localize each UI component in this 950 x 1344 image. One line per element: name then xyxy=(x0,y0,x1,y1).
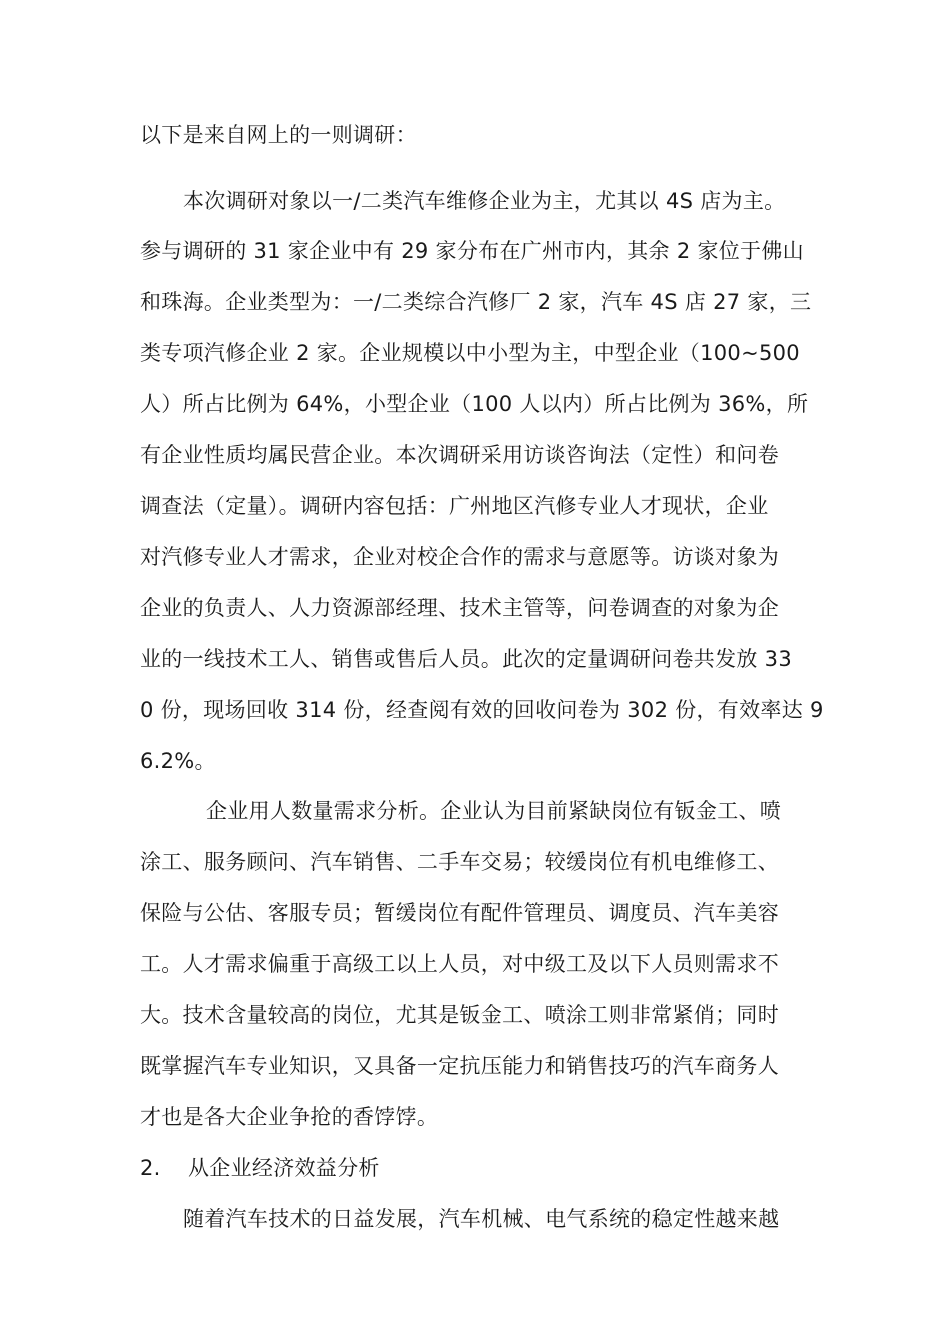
paragraph-line: 6.2%。 xyxy=(140,749,216,773)
section-heading xyxy=(140,1153,380,1183)
paragraph-line: 工。人才需求偏重于高级工以上人员，对中级工及以下人员则需求不 xyxy=(140,952,779,976)
paragraph-line: 企业的负责人、人力资源部经理、技术主管等，问卷调查的对象为企 xyxy=(140,596,779,620)
paragraph-line: 企业用人数量需求分析。企业认为目前紧缺岗位有钣金工、喷 xyxy=(206,799,782,823)
paragraph-line: 才也是各大企业争抢的香饽饽。 xyxy=(140,1105,439,1129)
paragraph-line: 人）所占比例为 64%，小型企业（100 人以内）所占比例为 36%，所 xyxy=(140,392,809,416)
paragraph-line: 调查法（定量）。调研内容包括：广州地区汽修专业人才现状，企业 xyxy=(140,494,769,518)
paragraph-line: 对汽修专业人才需求，企业对校企合作的需求与意愿等。访谈对象为 xyxy=(140,545,779,569)
paragraph-line: 既掌握汽车专业知识，又具备一定抗压能力和销售技巧的汽车商务人 xyxy=(140,1054,779,1078)
paragraph-line: 随着汽车技术的日益发展，汽车机械、电气系统的稳定性越来越 xyxy=(183,1207,780,1231)
section-number: 2. xyxy=(140,1156,161,1180)
intro-line: 以下是来自网上的一则调研： xyxy=(140,123,417,147)
section-title: 从企业经济效益分析 xyxy=(188,1156,380,1180)
paragraph-line: 本次调研对象以一/二类汽车维修企业为主，尤其以 4S 店为主。 xyxy=(183,189,786,213)
paragraph-line: 保险与公估、客服专员；暂缓岗位有配件管理员、调度员、汽车美容 xyxy=(140,901,779,925)
paragraph-line: 类专项汽修企业 2 家。企业规模以中小型为主，中型企业（100~500 xyxy=(140,341,800,365)
paragraph-line: 0 份，现场回收 314 份，经查阅有效的回收问卷为 302 份，有效率达 9 xyxy=(140,698,824,722)
paragraph-line: 有企业性质均属民营企业。本次调研采用访谈咨询法（定性）和问卷 xyxy=(140,443,779,467)
paragraph-line: 和珠海。企业类型为：一/二类综合汽修厂 2 家，汽车 4S 店 27 家，三 xyxy=(140,290,812,314)
paragraph-line: 业的一线技术工人、销售或售后人员。此次的定量调研问卷共发放 33 xyxy=(140,647,792,671)
paragraph-line: 大。技术含量较高的岗位，尤其是钣金工、喷涂工则非常紧俏；同时 xyxy=(140,1003,779,1027)
paragraph-line: 涂工、服务顾问、汽车销售、二手车交易；较缓岗位有机电维修工、 xyxy=(140,850,779,874)
paragraph-line: 参与调研的 31 家企业中有 29 家分布在广州市内，其余 2 家位于佛山 xyxy=(140,239,804,263)
